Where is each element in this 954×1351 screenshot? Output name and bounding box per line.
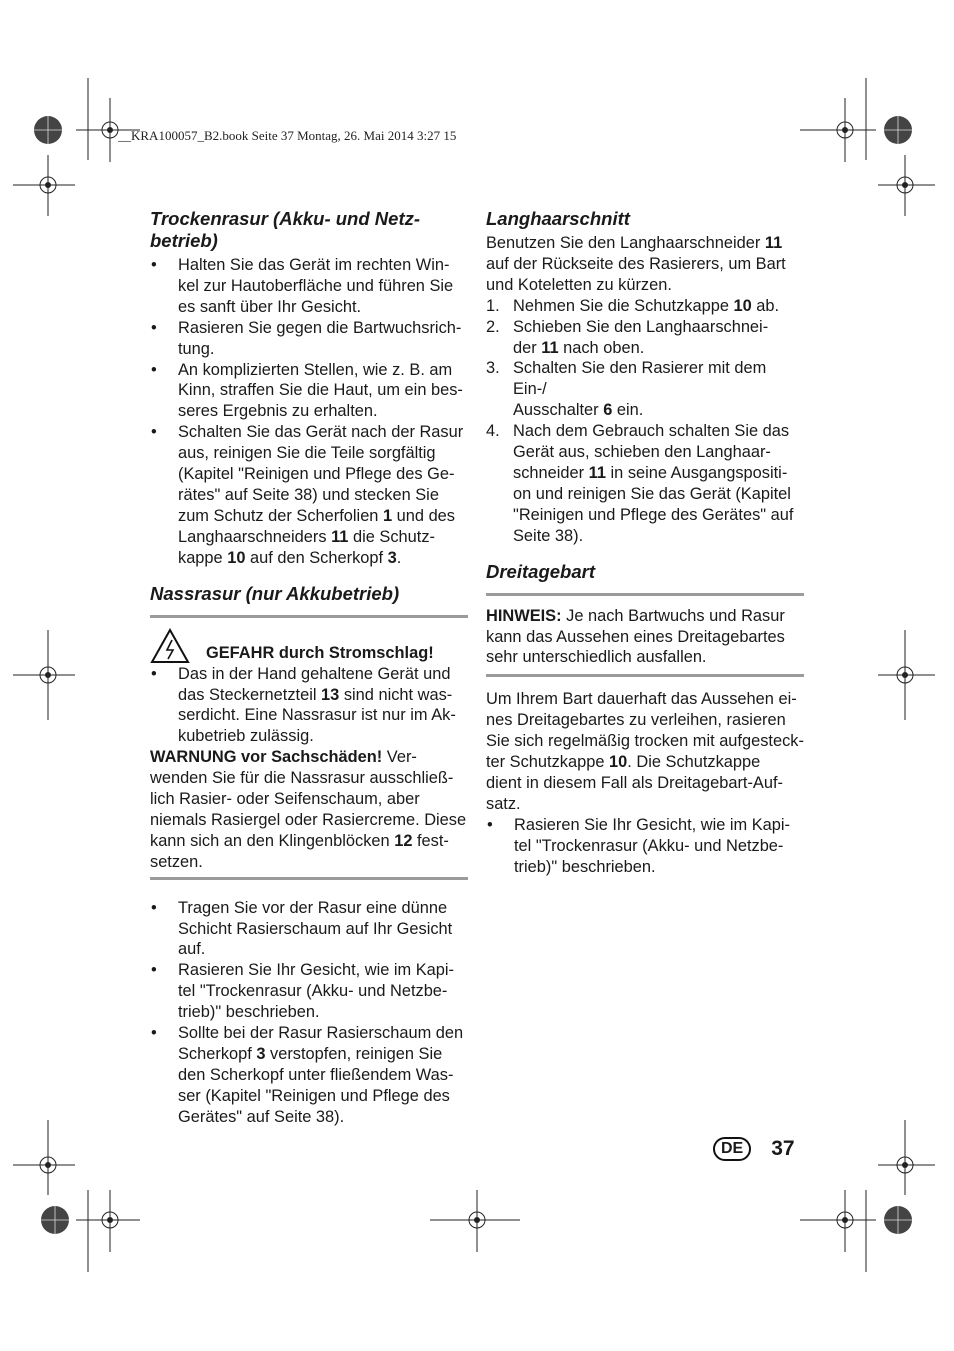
list-item: • An komplizierten Stellen, wie z. B. am Kinn, straffen Sie die Haut, um ein bes- seres Ergebnis zu erhalten. [151,360,463,421]
list-item: • Das in der Hand gehaltene Gerät und das Steckernetzteil 13 sind nicht was- serdicht. Eine Nassrasur ist nur im Ak- kubetrieb zulässig. [151,664,456,746]
danger-heading [150,628,468,664]
language-badge: DE [713,1137,751,1161]
section-title-nassrasur: Nassrasur (nur Akkubetrieb) [150,582,400,604]
section-title-langhaarschnitt: Langhaarschnitt [486,208,630,229]
step-item: 2. Schieben Sie den Langhaarschnei- der 11 nach oben. [486,317,769,357]
divider [150,615,468,618]
section-title-dreitagebart: Dreitagebart [486,560,595,582]
step-item: 1. Nehmen Sie die Schutzkappe 10 ab. [486,296,780,315]
list-item: • Rasieren Sie Ihr Gesicht, wie im Kapi- tel "Trockenrasur (Akku- und Netzbe- trieb)" beschrieben. [151,961,455,1022]
danger-label: GEFAHR durch Stromschlag! [206,643,434,662]
note-paragraph: HINWEIS: Je nach Bartwuchs und Rasur kann das Aussehen eines Dreitagebartes sehr unterschiedlich ausfallen. [486,606,785,667]
electric-warning-icon [150,628,190,664]
title-line: betrieb) [150,230,218,251]
page-footer [713,1137,795,1161]
list-item: • Rasieren Sie gegen die Bartwuchsrich- tung. [151,318,462,358]
right-column [486,208,804,877]
step-item: 4. Nach dem Gebrauch schalten Sie das Gerät aus, schieben den Langhaar- schneider 11 in seine Ausgangspositi- on und reinigen Sie das Gerät (Kapitel "Reinigen und Pflege des Gerätes" auf Seite 38). [486,422,794,545]
page-number: 37 [771,1137,795,1160]
intro-paragraph: Benutzen Sie den Langhaarschneider 11 auf der Rückseite des Rasierers, um Bart und Koteletten zu kürzen. [486,234,786,294]
print-header: __KRA100057_B2.book Seite 37 Montag, 26. Mai 2014 3:27 15 [118,128,457,143]
list-item: • Tragen Sie vor der Rasur eine dünne Schicht Rasierschaum auf Ihr Gesicht auf. [151,898,453,959]
list-item: • Halten Sie das Gerät im rechten Win- kel zur Hautoberfläche und führen Sie es sanft über Ihr Gesicht. [151,256,454,316]
step-item: 3. Schalten Sie den Rasierer mit dem Ein-/ Ausschalter 6 ein. [486,359,767,420]
title-line: Trockenrasur (Akku- und Netz- [150,208,421,229]
divider [150,877,468,880]
section-title-trockenrasur [150,208,468,252]
left-column [150,208,468,1128]
list-item: • Rasieren Sie Ihr Gesicht, wie im Kapi- tel "Trockenrasur (Akku- und Netzbe- trieb)" beschrieben. [487,815,791,876]
divider [486,593,804,596]
body-paragraph: Um Ihrem Bart dauerhaft das Aussehen ei- nes Dreitagebartes zu verleihen, rasieren Sie sich regelmäßig trocken mit aufgesteck- ter Schutzkappe 10. Die Schutzkappe dient in diesem Fall als Dreitagebart-Auf- satz. [486,690,804,813]
divider [486,674,804,677]
warning-paragraph: WARNUNG vor Sachschäden! Ver- wenden Sie für die Nassrasur ausschließ- lich Rasier- oder Seifenschaum, aber niemals Rasiergel oder Rasiercreme. Diese kann sich an den Klingenblöcken 12 fest- setzen. [150,748,467,871]
list-item: • Sollte bei der Rasur Rasierschaum den Scherkopf 3 verstopfen, reinigen Sie den Scherkopf unter fließendem Was- ser (Kapitel "Reinigen und Pflege des Gerätes" auf Seite 38). [151,1024,464,1126]
list-item: • Schalten Sie das Gerät nach der Rasur aus, reinigen Sie die Teile sorgfältig (Kapitel "Reinigen und Pflege des Ge- rätes" auf Seite 38) und stecken Sie zum Schutz der Scherfolien 1 und des Langhaarschneiders 11 die Schutz- kappe 10 auf den Scherkopf 3. [151,423,464,567]
